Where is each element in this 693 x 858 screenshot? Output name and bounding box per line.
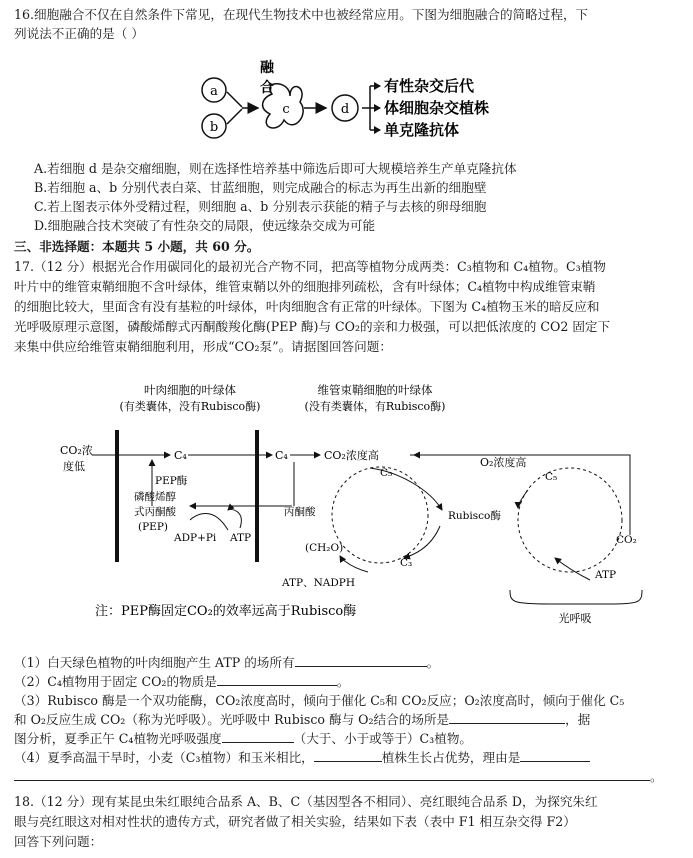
q17-para-line3: 的细胞比较大，里面含有没有基粒的叶绿体，叶肉细胞含有正常的叶绿体。下图为 C₄植物玉米的暗反应和 <box>14 299 600 314</box>
membrane-left <box>115 430 119 562</box>
section-3-heading: 三、非选择题：本题共 5 小题，共 60 分。 <box>14 239 260 254</box>
pep-label-2: 式丙酮酸 <box>134 506 176 518</box>
q17-sub1: （1）白天绿色植物的叶肉细胞产生 ATP 的场所有 。 <box>14 655 440 670</box>
c3-label: C₃ <box>400 557 413 569</box>
o2-high-label: O₂浓度高 <box>480 456 527 469</box>
cell-a-label: a <box>210 84 218 99</box>
rubisco-label: Rubisco酶 <box>448 510 501 522</box>
cell-d-label: d <box>340 102 350 117</box>
co2-high-label: CO₂浓度高 <box>324 449 379 462</box>
q16-option-b: B.若细胞 a、b 分别代表白菜、甘蓝细胞，则完成融合的标志为再生出新的细胞壁 <box>34 180 487 195</box>
fusion-label-2: 合 <box>260 80 274 96</box>
pep-label-3: (PEP) <box>138 521 168 533</box>
pep-label-1: 磷酸烯醇 <box>134 491 176 503</box>
q17-sub3-line2: 和 O₂反应生成 CO₂（称为光呼吸）。光呼吸中 Rubisco 酶与 O₂结合的场所是 ，据 <box>14 712 591 727</box>
bundle-sheath-subtitle: (没有类囊体，有Rubisco酶) <box>304 400 446 413</box>
answer-blank-6[interactable] <box>520 749 590 762</box>
ch2o-label: (CH₂O) <box>305 542 344 554</box>
fusion-lines <box>227 92 258 124</box>
mesophyll-subtitle: (有类囊体，没有Rubisco酶) <box>119 400 261 413</box>
q17-para-line2: 叶片中的维管束鞘细胞不含叶绿体，维管束鞘以外的细胞排列疏松，含有叶绿体；C₄植物中构成维管束鞘 <box>14 279 596 294</box>
cell-c-label: c <box>282 102 290 117</box>
q17-sub1-text: （1）白天绿色植物的叶肉细胞产生 ATP 的场所有 <box>14 655 295 670</box>
answer-blank-1[interactable] <box>295 654 427 667</box>
q17-para-line5: 来集中供应给维管束鞘细胞利用，形成“CO₂泵”。请据图回答问题： <box>14 339 392 354</box>
cell-fusion-diagram <box>190 58 520 158</box>
output-sexual-offspring: 有性杂交后代 <box>384 77 475 95</box>
q17-sub4: （4）夏季高温干旱时，小麦（C₃植物）和玉米相比， 植株生长占优势，理由是 <box>14 749 683 766</box>
q17-para-line1: 17.（12 分）根据光合作用碳同化的最初光合产物不同，把高等植物分成两类：C₃植物和 C₄植物。C₃植物 <box>14 259 606 274</box>
mesophyll-title: 叶肉细胞的叶绿体 <box>144 383 236 397</box>
c4-photosynthesis-diagram <box>50 380 670 645</box>
q17-sub2-text: （2）C₄植物用于固定 CO₂的物质是 <box>14 674 217 689</box>
atp-label-right: ATP <box>595 569 617 581</box>
answer-blank-4[interactable] <box>222 730 294 743</box>
co2-low-label-2: 度低 <box>63 460 85 473</box>
answer-blank-5[interactable] <box>314 749 382 762</box>
photorespiration-label: 光呼吸 <box>558 612 592 625</box>
q18-para-line1: 18.（12 分）现有某昆虫朱红眼纯合品系 A、B、C（基因型各不相同）、亮红眼纯合品系 D，为探究朱红 <box>14 794 598 809</box>
output-monoclonal-antibody: 单克隆抗体 <box>384 121 460 139</box>
diagram-note: 注：PEP酶固定CO₂的效率远高于Rubisco酶 <box>95 604 357 619</box>
pep-enzyme-label: PEP酶 <box>155 475 188 487</box>
atp-label-left: ATP <box>230 532 252 544</box>
answer-blank-3[interactable] <box>449 711 565 724</box>
q18-para-line3: 回答下列问题： <box>14 834 103 849</box>
co2-out-label: CO₂ <box>616 534 637 546</box>
c5-calvin: C₅ <box>380 467 393 479</box>
answer-blank-7[interactable] <box>14 768 650 781</box>
q17-para-line4: 光呼吸原理示意图，磷酸烯醇式丙酮酸羧化酶(PEP 酶)与 CO₂的亲和力极强，可以把低浓度的 CO2 固定下 <box>14 319 611 334</box>
q16-option-c: C.若上图表示体外受精过程，则细胞 a、b 分别表示获能的精子与去核的卵母细胞 <box>34 199 487 214</box>
bundle-sheath-title: 维管束鞘细胞的叶绿体 <box>317 383 433 397</box>
pyruvate-label: 丙酮酸 <box>284 506 316 518</box>
q18-para-line2: 眼与亮红眼这对相对性状的遗传方式，研究者做了相关实验，结果如下表（表中 F1 相互杂交得 F2） <box>14 814 576 829</box>
c5-photorespiration: C₅ <box>545 471 558 483</box>
q17-sub2: （2）C₄植物用于固定 CO₂的物质是 。 <box>14 674 350 689</box>
photorespiration-cycle <box>518 468 622 572</box>
q16-option-d: D.细胞融合技术突破了有性杂交的局限，使远缘杂交成为可能 <box>34 218 376 233</box>
q17-sub3-line3: 图分析，夏季正午 C₄植物光呼吸强度 （大于、小于或等于）C₃植物。 <box>14 731 473 746</box>
answer-blank-2[interactable] <box>217 673 337 686</box>
cell-b-label: b <box>209 120 219 135</box>
co2-low-label-1: CO₂浓 <box>60 444 93 457</box>
c4-bundle-sheath: C₄ <box>275 449 288 462</box>
q16-stem-line1: 16.细胞融合不仅在自然条件下常见，在现代生物技术中也被经常应用。下图为细胞融合的简略过程，下 <box>14 7 589 22</box>
q16-stem-line2: 列说法不正确的是（ ） <box>14 26 144 41</box>
atp-nadph-label: ATP、NADPH <box>282 577 355 589</box>
adp-pi-label: ADP+Pi <box>174 532 217 544</box>
output-somatic-hybrid: 体细胞杂交植株 <box>384 99 490 117</box>
c4-mesophyll: C₄ <box>174 449 187 462</box>
q17-sub3-line1: （3）Rubisco 酶是一个双功能酶，CO₂浓度高时，倾向于催化 C₅和 CO₂反应；O₂浓度高时，倾向于催化 C₅ <box>14 693 625 708</box>
q16-option-a: A.若细胞 d 是杂交瘤细胞，则在选择性培养基中筛选后即可大规模培养生产单克隆抗体 <box>34 161 517 176</box>
membrane-right <box>255 430 259 562</box>
q17-sub4-continuation: 。 <box>14 768 683 785</box>
calvin-cycle <box>332 467 428 563</box>
fusion-label-1: 融 <box>260 60 274 76</box>
